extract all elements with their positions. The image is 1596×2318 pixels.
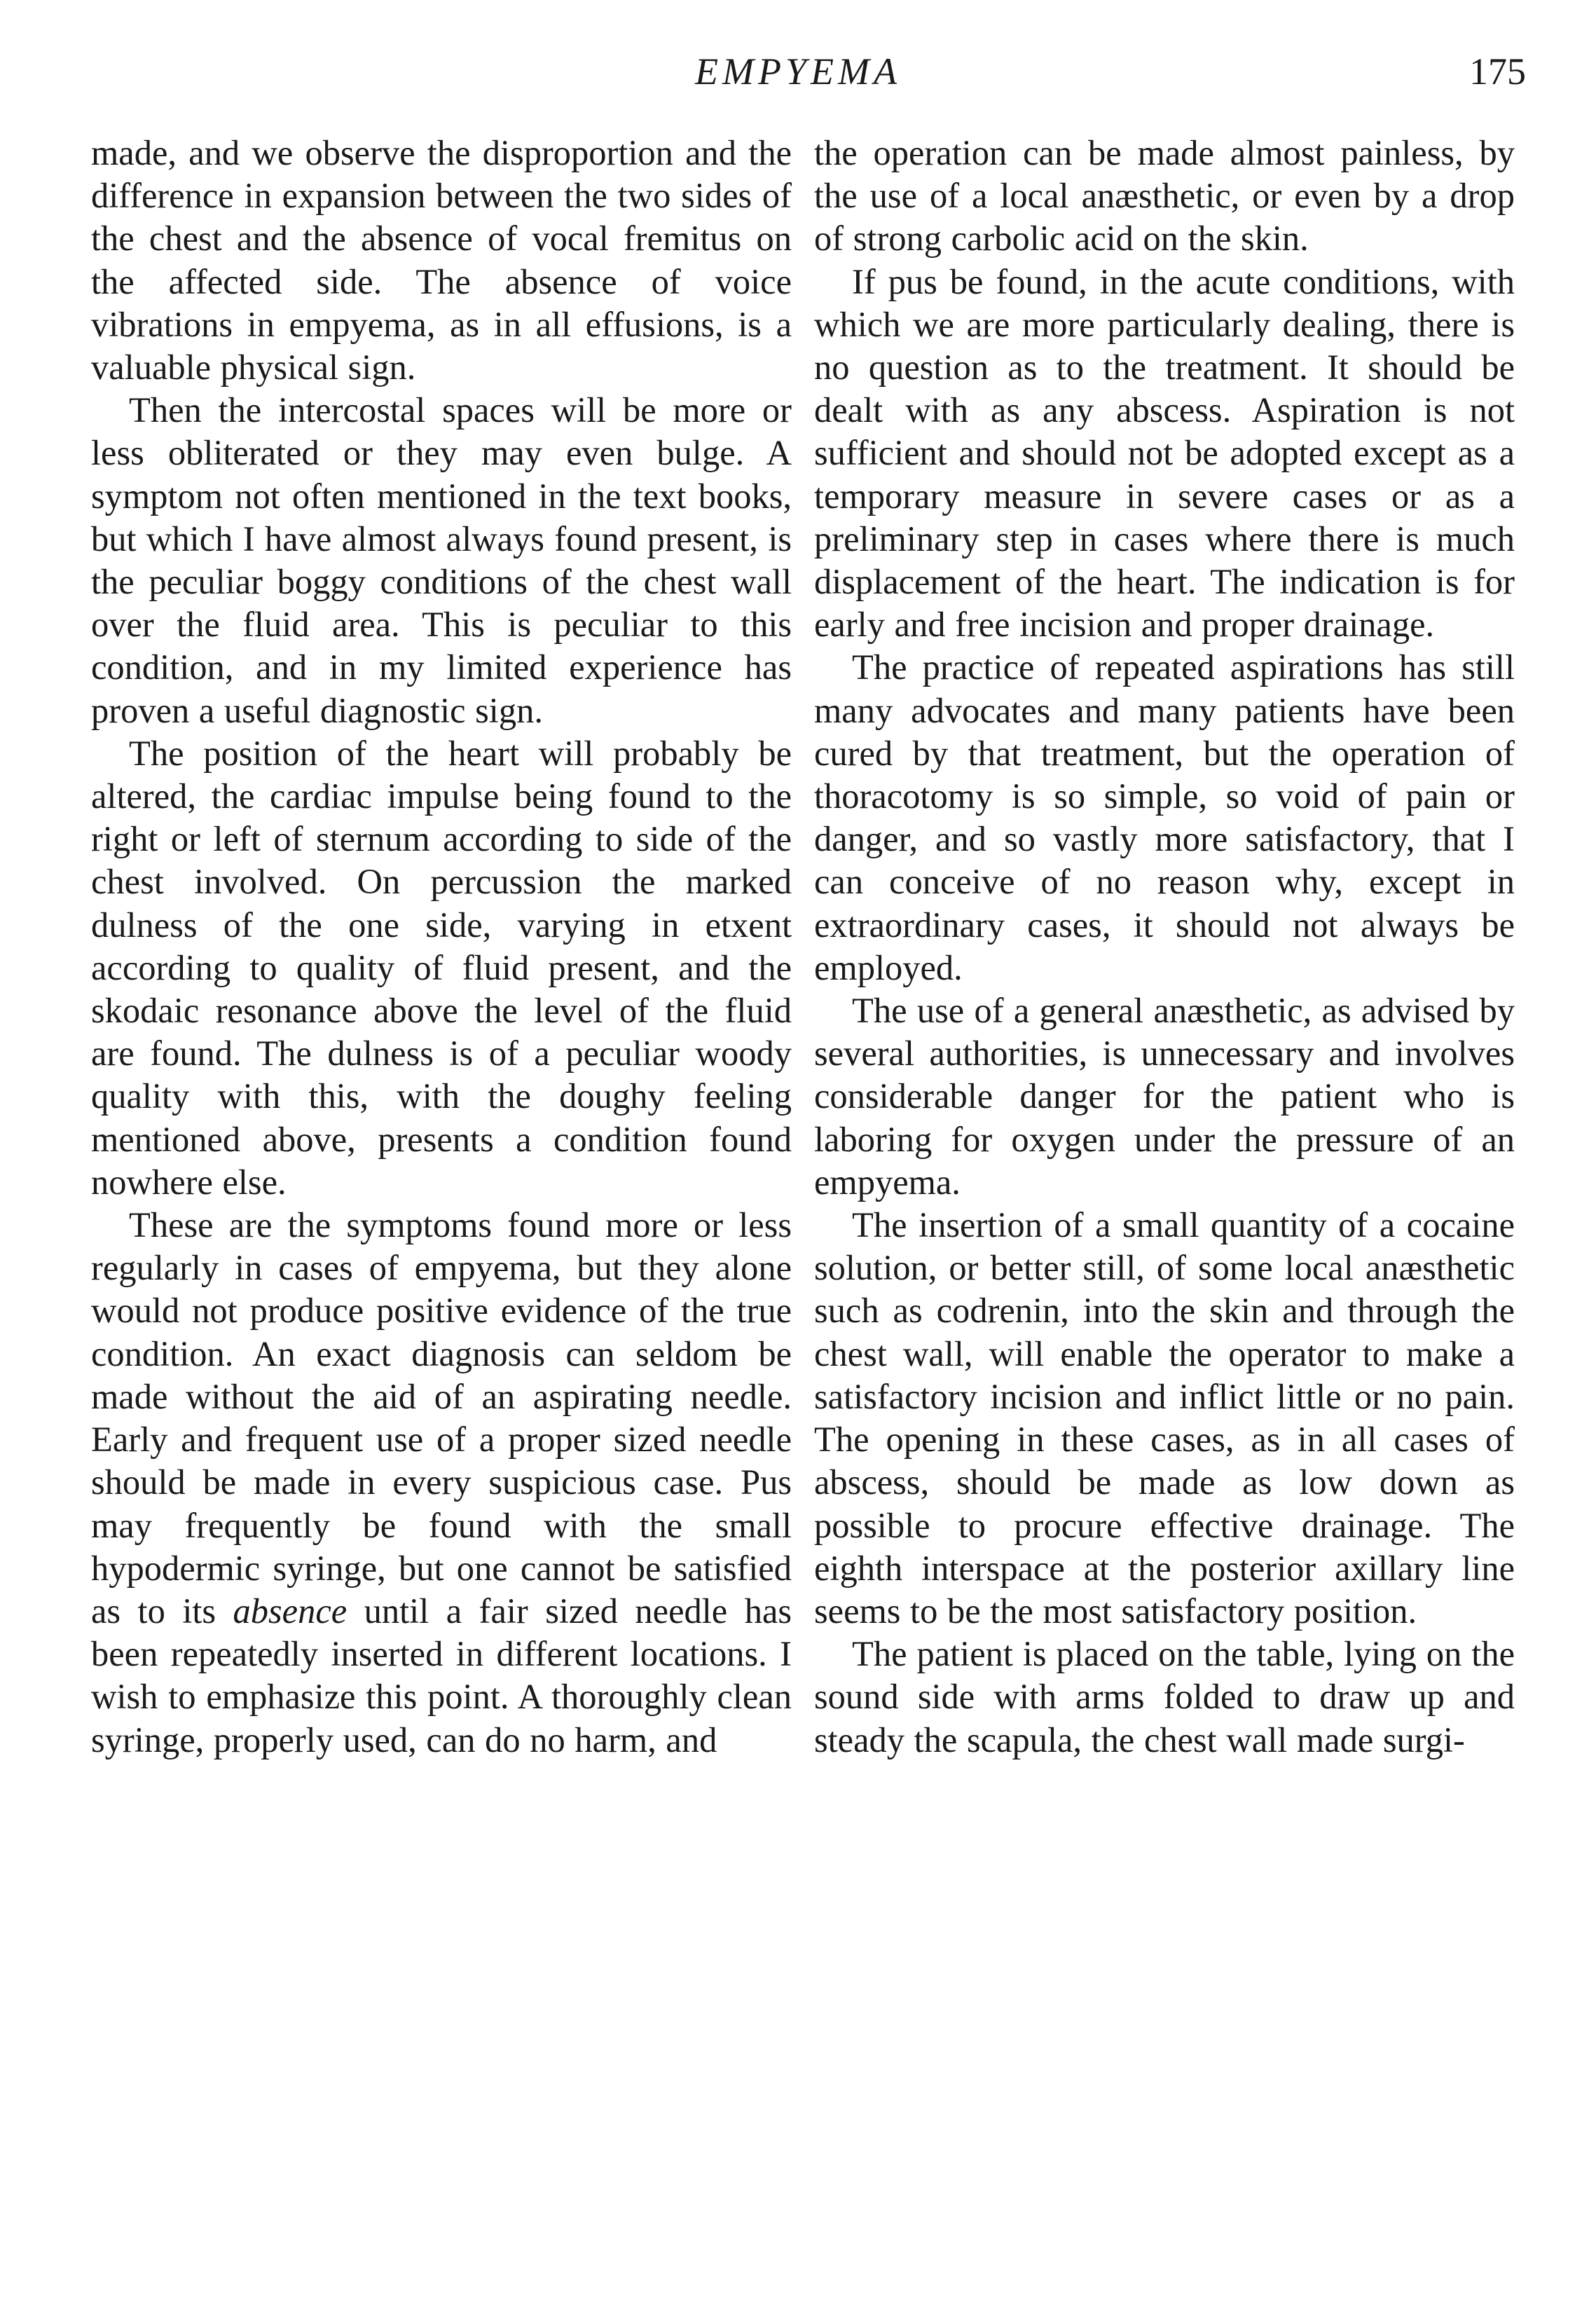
left-paragraph-2: Then the intercostal spaces will be more or less obliterated or they may even bulge. A symptom not often mentioned in the text books, but which I have almost always found present, is the peculiar boggy conditions of the chest wall over the fluid area. This is peculiar to this condition, and in my limited experience has proven a useful diagnostic sign. (91, 390, 792, 730)
emphasized-word: absence (233, 1591, 348, 1631)
right-paragraph-4: The use of a general anæsthetic, as advised by several authorities, is unnecessary and involves considerable danger for the patient who is laboring for oxygen under the pressure of an empyema. (814, 991, 1515, 1202)
left-paragraph-4-text-a: These are the symptoms found more or less regularly in cases of empyema, but they alone would not produce positive evidence of the true condition. An exact diagnosis can seldom be made without the aid of an aspirating needle. Early and frequent use of a proper sized needle should be made in every suspicious case. Pus may frequently be found with the small hypodermic syringe, but one cannot be satisfied as to its (91, 1205, 792, 1631)
running-head (0, 43, 1596, 100)
right-column (814, 132, 1515, 1762)
left-paragraph-4-text-b: until a fair sized needle has been repeatedly inserted in different locations. I wish to emphasize this point. A thoroughly clean syringe, properly used, can do no harm, and (91, 1591, 792, 1760)
right-paragraph-1: the operation can be made almost painless, by the use of a local anæsthetic, or even by a drop of strong carbolic acid on the skin. (814, 133, 1515, 259)
left-paragraph-3: The position of the heart will probably be altered, the cardiac impulse being found to the right or left of sternum according to side of the chest involved. On percussion the marked dulness of the one side, varying in etxent according to quality of fluid present, and the skodaic resonance above the level of the fluid are found. The dulness is of a peculiar woody quality with this, with the doughy feeling mentioned above, presents a condition found nowhere else. (91, 733, 792, 1202)
right-paragraph-3: The practice of repeated aspirations has still many advocates and many patients have been cured by that treatment, but the operation of thoracotomy is so simple, so void of pain or danger, and so vastly more satisfactory, that I can conceive of no reason why, except in extraordinary cases, it should not always be employed. (814, 647, 1515, 987)
left-column (91, 132, 792, 1762)
right-paragraph-6: The patient is placed on the table, lying on the sound side with arms folded to draw up and steady the scapula, the chest wall made surgi- (814, 1634, 1515, 1760)
right-paragraph-5: The insertion of a small quantity of a cocaine solution, or better still, of some local anæsthetic such as codrenin, into the skin and through the chest wall, will enable the operator to make a satisfactory incision and inflict little or no pain. The opening in these cases, as in all cases of abscess, should be made as low down as possible to procure effective drainage. The eighth interspace at the posterior axillary line seems to be the most satisfactory position. (814, 1205, 1515, 1631)
running-title: EMPYEMA (695, 50, 901, 92)
left-paragraph-1: made, and we observe the disproportion and the difference in expansion between the two sides of the chest and the absence of vocal fremitus on the affected side. The absence of voice vibrations in empyema, as in all effusions, is a valuable physical sign. (91, 133, 792, 388)
right-paragraph-2: If pus be found, in the acute conditions, with which we are more particularly dealing, there is no question as to the treatment. It should be dealt with as any abscess. Aspiration is not sufficient and should not be adopted except as a temporary measure in severe cases or as a preliminary step in cases where there is much displacement of the heart. The indication is for early and free incision and proper drainage. (814, 261, 1515, 645)
page-number: 175 (1469, 50, 1526, 92)
left-paragraph-4 (91, 1204, 792, 1762)
